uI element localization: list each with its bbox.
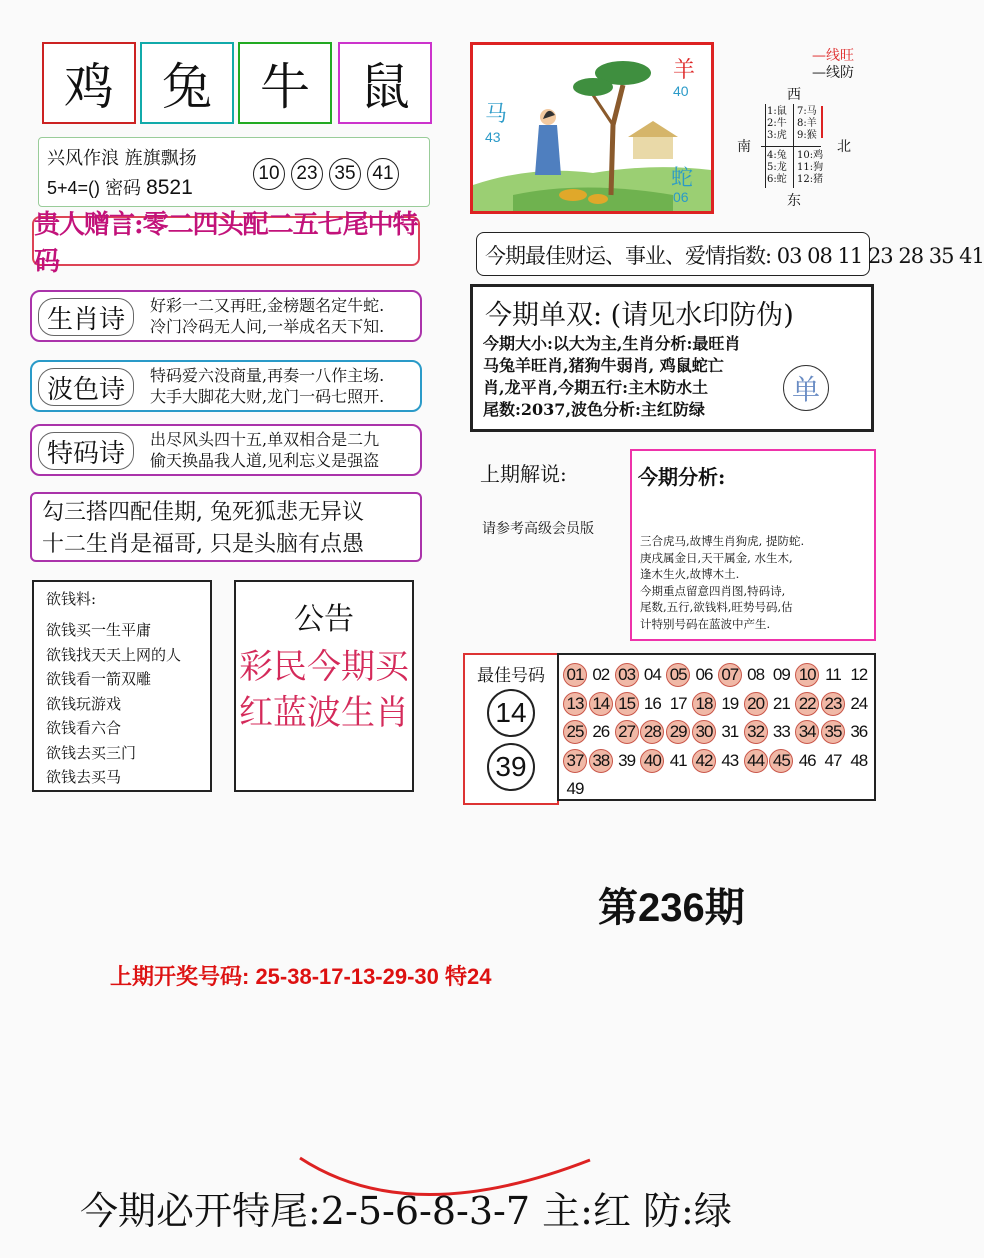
compass-item: 8:羊 xyxy=(797,118,817,129)
hook-text-box xyxy=(30,492,422,562)
grid-number: 35 xyxy=(821,720,845,744)
bottom-prediction: 今期必开特尾:2-5-6-8-3-7 主:红 防:绿 xyxy=(80,1189,732,1233)
zodiac-rabbit-box xyxy=(140,42,234,124)
grid-number: 38 xyxy=(589,749,613,773)
odd-even-box xyxy=(470,284,874,432)
grid-number: 28 xyxy=(640,720,664,744)
poem-line: 好彩一二又再旺,金榜题名定牛蛇. xyxy=(150,296,385,315)
grid-number: 02 xyxy=(592,665,610,684)
vip-message: 贵人赠言:零二四头配二五七尾中特码 xyxy=(34,210,418,277)
legend-line-wang: —线旺 xyxy=(812,48,854,64)
compass-item: 3:虎 xyxy=(767,130,787,141)
grid-number: 11 xyxy=(825,665,841,684)
poem-line: 大手大脚花大财,龙门一码七照开. xyxy=(150,387,385,406)
grid-number: 32 xyxy=(744,720,768,744)
odd-even-line: 尾数:2037,波色分析:主红防绿 xyxy=(483,400,705,419)
poem-tag: 生肖诗 xyxy=(38,298,134,336)
zodiac-title-2: 兔 xyxy=(162,58,212,116)
money-riddle-box xyxy=(32,580,212,792)
compass-cell xyxy=(767,106,787,142)
picture-label-name: 羊 xyxy=(673,58,696,83)
riddle-text: 5+4=() xyxy=(47,178,101,198)
picture-label-name: 马 xyxy=(485,102,508,127)
grid-number: 06 xyxy=(695,665,713,684)
compass-item: 7:马 xyxy=(797,106,817,117)
hook-line: 十二生肖是福哥, 只是头脑有点愚 xyxy=(42,532,364,557)
grid-number: 07 xyxy=(718,663,742,687)
grid-number: 43 xyxy=(721,750,739,770)
poem-line: 冷门冷码无人问,一举成名天下知. xyxy=(150,317,385,336)
analysis-line: 三合虎马,故博生肖狗虎, 提防蛇. xyxy=(640,534,805,548)
compass-item: 5:龙 xyxy=(767,162,787,173)
circle-number: 23 xyxy=(291,158,323,190)
poem-tag: 波色诗 xyxy=(38,368,134,406)
grid-number: 27 xyxy=(615,720,639,744)
grid-number: 33 xyxy=(772,722,790,741)
grid-number: 03 xyxy=(615,663,639,687)
money-item: 欲钱看六合 xyxy=(46,719,122,737)
analysis-line: 尾数,五行,欲钱料,旺势号码,估 xyxy=(640,600,793,614)
grid-number: 20 xyxy=(744,692,768,716)
grid-number: 16 xyxy=(643,693,661,713)
zodiac-rat-box xyxy=(338,42,432,124)
zodiac-title-4: 鼠 xyxy=(360,58,410,116)
notice-box xyxy=(234,580,414,792)
poem-text xyxy=(150,295,384,337)
analysis-box xyxy=(630,449,876,641)
compass-north: 北 xyxy=(837,139,851,155)
money-title: 欲钱料: xyxy=(46,590,97,608)
analysis-title: 今期分析: xyxy=(638,465,726,489)
bose-poem-box xyxy=(30,360,422,412)
zodiac-ox-box xyxy=(238,42,332,124)
poem-line: 偷天换晶我人道,见利忘义是强盗 xyxy=(150,451,380,470)
grid-number: 14 xyxy=(589,692,613,716)
grid-number: 09 xyxy=(772,665,790,684)
compass-cell xyxy=(767,150,787,186)
grid-number: 36 xyxy=(850,722,868,741)
grid-number: 05 xyxy=(666,663,690,687)
grid-number: 12 xyxy=(850,665,868,684)
money-item: 欲钱看一箭双雕 xyxy=(46,670,152,688)
compass-cell xyxy=(797,150,823,186)
shengxiao-poem-box xyxy=(30,290,422,342)
circle-number: 35 xyxy=(329,158,361,190)
grid-number: 34 xyxy=(795,720,819,744)
notice-message xyxy=(236,644,412,736)
best-numbers-box xyxy=(463,653,559,805)
grid-number: 39 xyxy=(618,750,636,770)
money-item: 欲钱去买马 xyxy=(46,768,122,786)
poem-text xyxy=(150,365,384,407)
last-draw-result: 上期开奖号码: 25-38-17-13-29-30 特24 xyxy=(110,964,492,989)
issue-number: 第236期 xyxy=(598,886,745,930)
number-grid xyxy=(557,653,876,801)
tema-poem-box xyxy=(30,424,422,476)
compass-item: 6:蛇 xyxy=(767,174,787,185)
picture-label-name: 蛇 xyxy=(671,166,694,191)
grid-number: 44 xyxy=(744,749,768,773)
analysis-body xyxy=(640,533,804,632)
poem-tag: 特码诗 xyxy=(38,432,134,470)
hook-line: 勾三搭四配佳期, 兔死狐悲无异议 xyxy=(42,500,364,525)
grid-number: 48 xyxy=(850,750,868,770)
zodiac-title-3: 牛 xyxy=(260,58,310,116)
grid-number: 42 xyxy=(692,749,716,773)
password-value: 8521 xyxy=(146,176,193,199)
notice-title: 公告 xyxy=(294,602,354,637)
last-period-label: 上期解说: xyxy=(480,462,567,486)
zodiac-title-1: 鸡 xyxy=(64,58,114,116)
zodiac-rooster-box xyxy=(42,42,136,124)
luck-index-text: 今期最佳财运、事业、爱情指数: 03 08 11 23 28 35 41 xyxy=(485,244,984,268)
compass-item: 12:猪 xyxy=(797,174,824,185)
grid-number: 30 xyxy=(692,720,716,744)
money-item: 欲钱玩游戏 xyxy=(46,694,122,713)
grid-number: 15 xyxy=(615,692,639,716)
motto-line: 兴风作浪 旌旗飘扬 xyxy=(47,148,197,169)
grid-number: 17 xyxy=(669,693,687,713)
notice-line: 彩民今期买 xyxy=(239,647,409,687)
grid-number: 04 xyxy=(643,665,661,684)
grid-number: 49 xyxy=(566,779,584,798)
grid-number: 37 xyxy=(563,749,587,773)
best-pick: 39 xyxy=(487,743,535,791)
grid-number: 45 xyxy=(769,749,793,773)
money-item: 欲钱去买三门 xyxy=(46,743,137,762)
grid-number: 41 xyxy=(669,750,687,770)
compass-divider xyxy=(793,104,794,188)
grid-number: 13 xyxy=(563,692,587,716)
legend-line-fang: —线防 xyxy=(812,65,854,81)
odd-even-line: 今期大小:以大为主,生肖分析:最旺肖 xyxy=(483,334,741,353)
odd-even-heading: 今期单双: (请见水印防伪) xyxy=(485,300,794,331)
compass-wang-line xyxy=(821,106,823,138)
grid-number: 19 xyxy=(721,693,739,713)
grid-number: 21 xyxy=(772,693,790,713)
poem-text xyxy=(150,429,379,471)
analysis-line: 计特别号码在蓝波中产生. xyxy=(640,616,771,631)
analysis-line: 庚戌属金日,天干属金, 水生木, xyxy=(640,550,793,565)
compass-south: 南 xyxy=(737,139,751,155)
riddle-picture xyxy=(470,42,714,214)
compass-diagram xyxy=(735,84,860,214)
riddle-line xyxy=(47,174,193,200)
grid-number: 23 xyxy=(821,692,845,716)
grid-number: 26 xyxy=(592,722,610,741)
compass-item: 11:狗 xyxy=(797,162,824,173)
compass-divider xyxy=(761,146,821,147)
password-label: 密码 xyxy=(105,178,142,198)
compass-item: 2:牛 xyxy=(767,118,787,129)
compass-cell xyxy=(797,106,817,142)
money-list xyxy=(46,618,181,790)
compass-item: 9:猴 xyxy=(797,130,817,141)
grid-number: 29 xyxy=(666,720,690,744)
compass-item: 4:兔 xyxy=(767,150,787,161)
picture-label-num: 06 xyxy=(673,189,689,205)
analysis-line: 逢木生火,故博木土. xyxy=(640,567,740,581)
grid-number: 40 xyxy=(640,749,664,773)
luck-index-box xyxy=(476,232,984,276)
grid-number: 10 xyxy=(795,663,819,687)
money-item: 欲钱找天天上网的人 xyxy=(46,645,182,664)
best-pick: 14 xyxy=(487,689,535,737)
grid-number: 18 xyxy=(692,692,716,716)
watermark-text: 单 xyxy=(791,373,820,406)
grid-number: 25 xyxy=(563,720,587,744)
best-numbers-label: 最佳号码 xyxy=(477,666,545,686)
compass-item: 10:鸡 xyxy=(797,150,824,161)
odd-even-line: 肖,龙平肖,今期五行:主木防水土 xyxy=(483,378,709,397)
grid-number: 47 xyxy=(824,750,842,770)
circle-number: 41 xyxy=(367,158,399,190)
poem-line: 特码爱六没商量,再奏一八作主场. xyxy=(150,366,385,385)
last-period-note: 请参考高级会员版 xyxy=(482,521,594,537)
grid-number: 08 xyxy=(747,665,765,684)
compass-east: 东 xyxy=(787,193,801,209)
motto-box xyxy=(38,137,430,207)
vip-message-box xyxy=(32,210,420,277)
picture-label-num: 40 xyxy=(673,83,689,99)
odd-even-body xyxy=(483,333,740,421)
money-item: 欲钱买一生平庸 xyxy=(46,621,152,639)
odd-even-line: 马兔羊旺肖,猪狗牛弱肖, 鸡鼠蛇亡 xyxy=(483,356,724,375)
grid-number: 31 xyxy=(721,722,739,741)
picture-label-num: 43 xyxy=(485,129,501,145)
grid-number: 22 xyxy=(795,692,819,716)
watermark-stamp xyxy=(783,365,829,411)
compass-item: 1:鼠 xyxy=(767,106,787,117)
analysis-line: 今期重点留意四肖图,特码诗, xyxy=(640,583,786,598)
circle-number: 10 xyxy=(253,158,285,190)
grid-number: 46 xyxy=(798,750,816,770)
poem-line: 出尽风头四十五,单双相合是二九 xyxy=(150,430,380,449)
grid-number: 01 xyxy=(563,663,587,687)
notice-line: 红蓝波生肖 xyxy=(239,693,409,733)
compass-west: 西 xyxy=(787,87,801,103)
line-legend xyxy=(812,48,854,82)
grid-number: 24 xyxy=(850,693,868,713)
